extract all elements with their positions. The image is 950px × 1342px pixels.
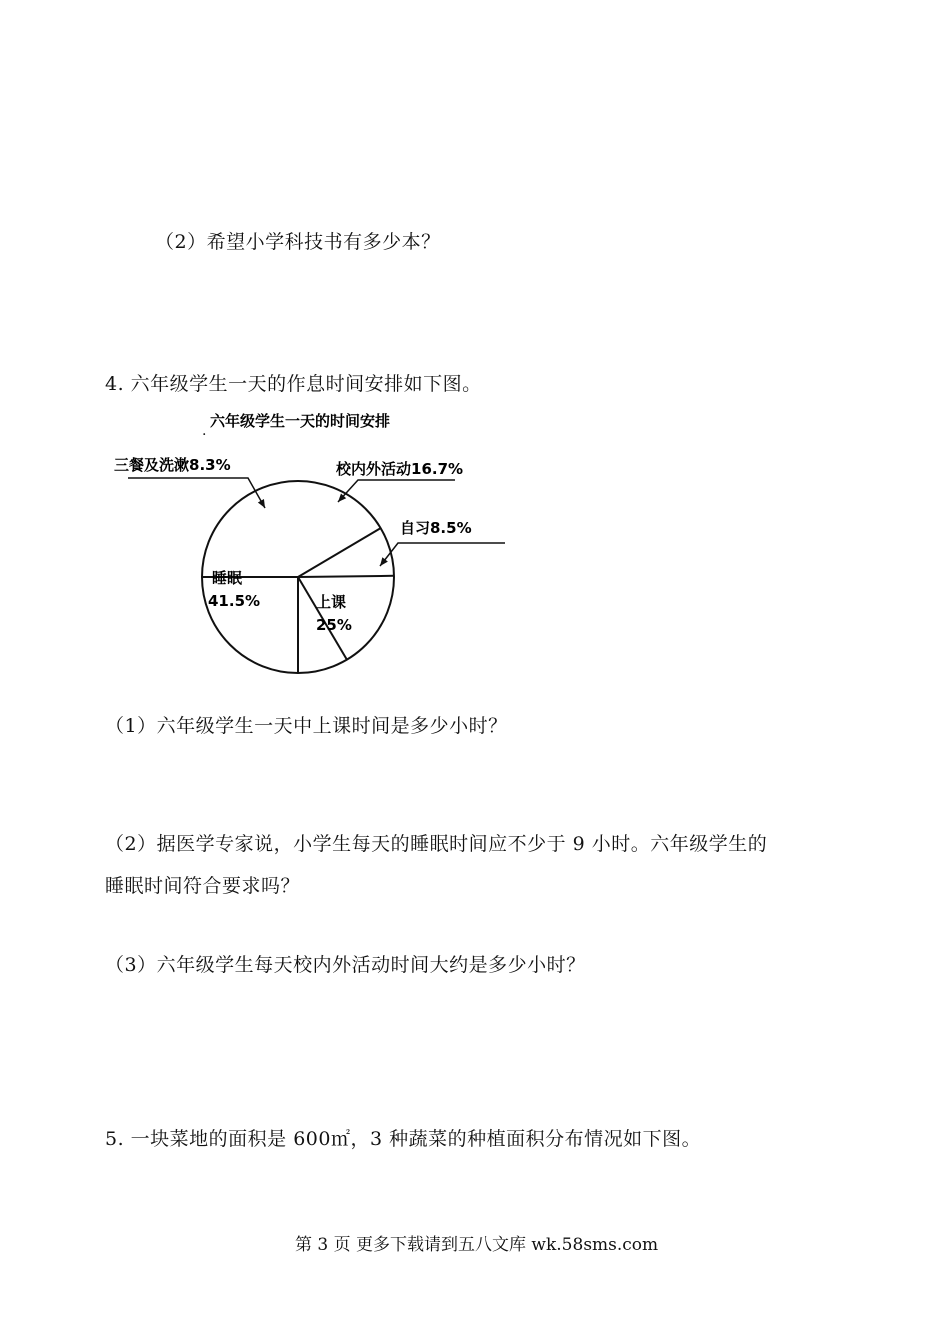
slice-label-sleep-name: 睡眠	[212, 569, 243, 587]
stray-mark: .	[202, 423, 207, 439]
slice-label-activities: 校内外活动16.7%	[336, 460, 464, 478]
pie-slice-boundary-校内外活动	[298, 576, 394, 577]
time-schedule-pie-chart	[100, 400, 530, 680]
question-4-part-3: （3）六年级学生每天校内外活动时间大约是多少小时？	[105, 954, 586, 976]
question-4-part-1: （1）六年级学生一天中上课时间是多少小时？	[105, 715, 508, 737]
chart-title: 六年级学生一天的时间安排	[210, 412, 391, 430]
page-footer: 第 3 页 更多下载请到五八文库 wk.58sms.com	[295, 1235, 659, 1255]
slice-label-class-value: 25%	[316, 616, 352, 634]
question-3-part-2: （2）希望小学科技书有多少本？	[155, 231, 441, 253]
question-4-part-2-line-2: 睡眠时间符合要求吗？	[105, 875, 301, 897]
slice-label-meals: 三餐及洗漱8.3%	[114, 456, 231, 474]
question-4-part-2-line-1: （2）据医学专家说，小学生每天的睡眠时间应不少于 9 小时。六年级学生的	[105, 833, 768, 855]
question-4-stem: 4. 六年级学生一天的作息时间安排如下图。	[105, 373, 482, 395]
question-5-stem: 5. 一块菜地的面积是 600㎡，3 种蔬菜的种植面积分布情况如下图。	[105, 1128, 702, 1150]
leader-line-activities	[338, 480, 455, 502]
slice-label-class-name: 上课	[316, 593, 347, 611]
leader-line-self-study	[380, 543, 505, 566]
slice-label-self-study: 自习8.5%	[400, 519, 472, 537]
slice-label-sleep-value: 41.5%	[208, 592, 261, 610]
